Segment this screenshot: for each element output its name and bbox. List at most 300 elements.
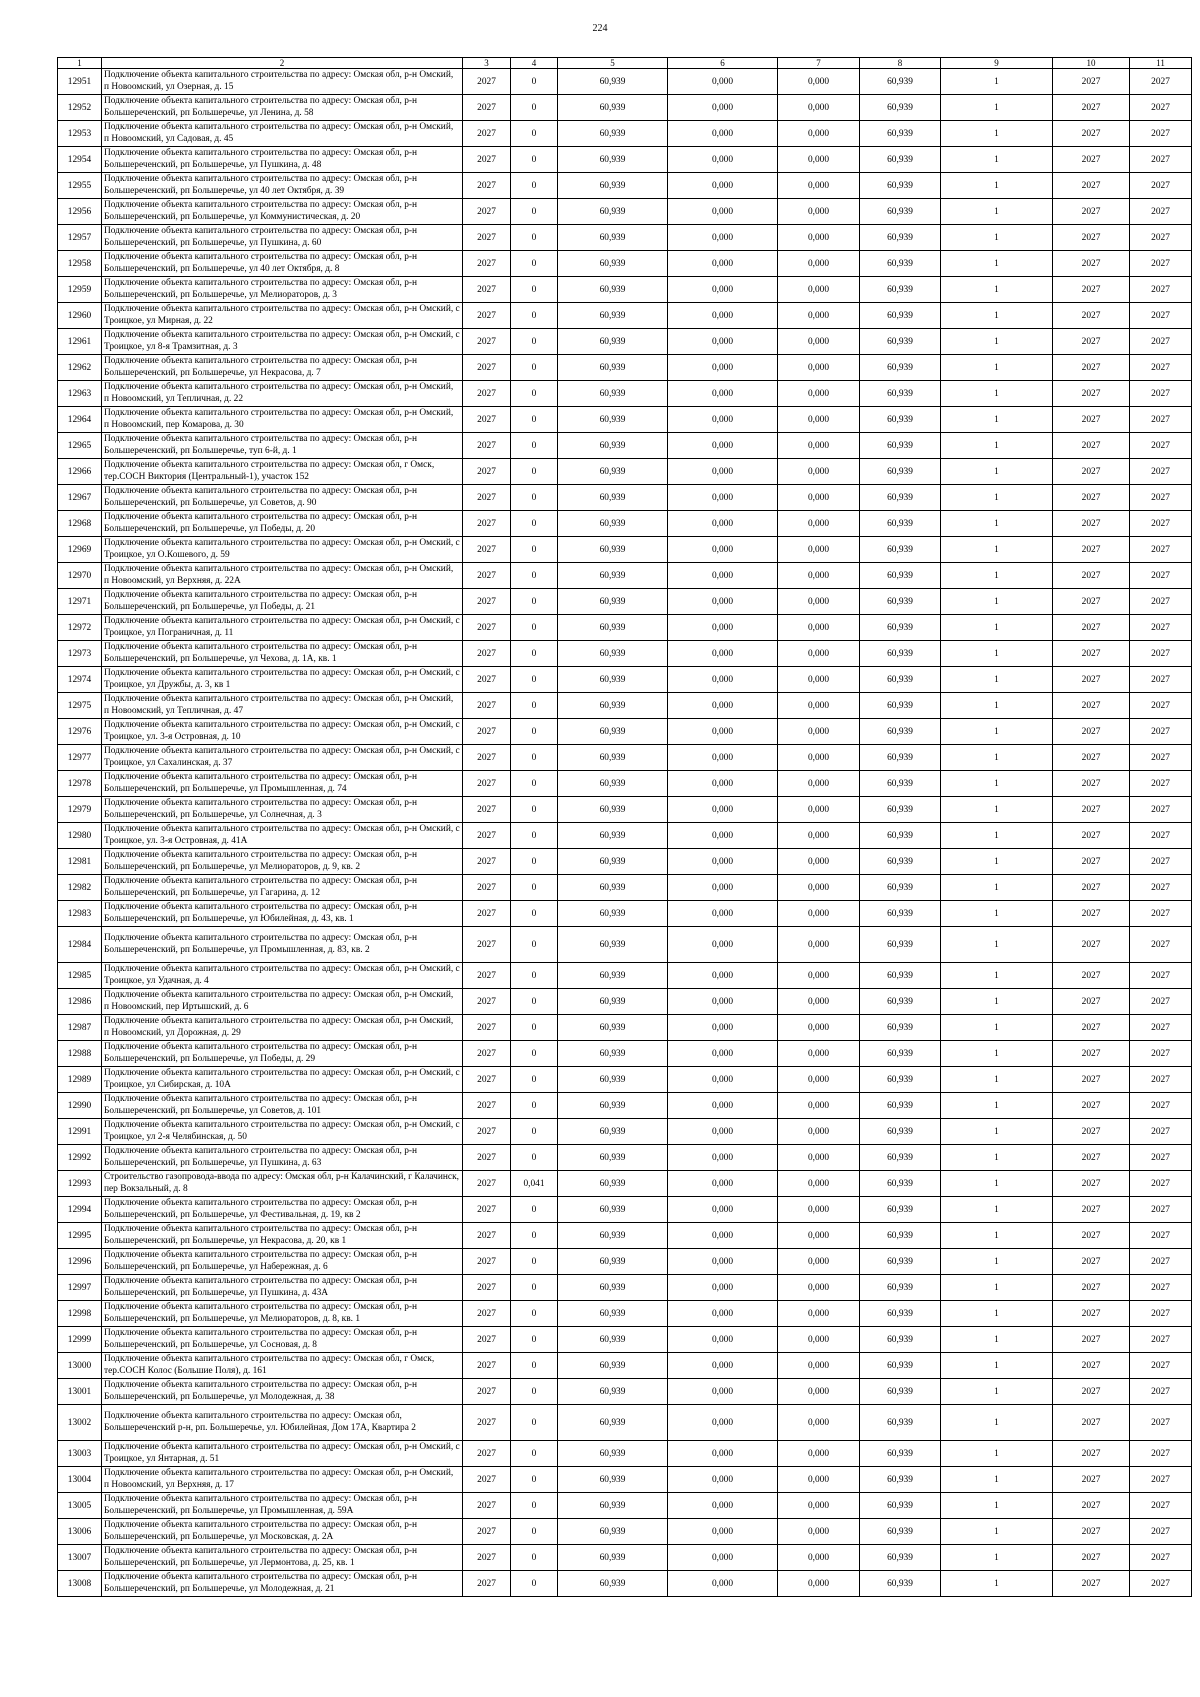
col9-cell: 1 — [941, 1519, 1053, 1545]
col3-cell: 2027 — [463, 1249, 511, 1275]
col8-cell: 60,939 — [860, 225, 941, 251]
col8-cell: 60,939 — [860, 511, 941, 537]
row-number-cell: 12989 — [58, 1067, 102, 1093]
description-cell: Подключение объекта капитального строительства по адресу: Омская обл, р-н Омский, с Троицкое, ул Удачная, д. 4 — [102, 963, 463, 989]
col10-cell: 2027 — [1053, 849, 1130, 875]
row-number-cell: 12971 — [58, 589, 102, 615]
row-number-cell: 12995 — [58, 1223, 102, 1249]
col6-cell: 0,000 — [668, 225, 778, 251]
col5-cell: 60,939 — [558, 1379, 668, 1405]
col11-cell: 2027 — [1130, 1041, 1192, 1067]
col6-cell: 0,000 — [668, 511, 778, 537]
col8-cell: 60,939 — [860, 69, 941, 95]
col4-cell: 0 — [511, 745, 558, 771]
table-row — [58, 1275, 1192, 1301]
col8-cell: 60,939 — [860, 95, 941, 121]
col7-cell: 0,000 — [778, 251, 860, 277]
col4-cell: 0 — [511, 1353, 558, 1379]
col9-cell: 1 — [941, 459, 1053, 485]
table-row — [58, 797, 1192, 823]
table-row — [58, 173, 1192, 199]
col4-cell: 0 — [511, 329, 558, 355]
col6-cell: 0,000 — [668, 1093, 778, 1119]
col6-cell: 0,000 — [668, 1119, 778, 1145]
description-cell: Подключение объекта капитального строительства по адресу: Омская обл, р-н Большереченский, рп Большеречье, ул Гагарина, д. 12 — [102, 875, 463, 901]
col4-cell: 0 — [511, 1275, 558, 1301]
col10-cell: 2027 — [1053, 1145, 1130, 1171]
col11-cell: 2027 — [1130, 875, 1192, 901]
col3-cell: 2027 — [463, 927, 511, 963]
col10-cell: 2027 — [1053, 719, 1130, 745]
col10-cell: 2027 — [1053, 641, 1130, 667]
col7-cell: 0,000 — [778, 485, 860, 511]
col5-cell: 60,939 — [558, 1467, 668, 1493]
description-cell: Подключение объекта капитального строительства по адресу: Омская обл, р-н Омский, п Новоомский, ул Садовая, д. 45 — [102, 121, 463, 147]
table-row — [58, 1379, 1192, 1405]
description-cell: Подключение объекта капитального строительства по адресу: Омская обл, г Омск, тер.СОСН Виктория (Центральный-1), участок 152 — [102, 459, 463, 485]
col10-cell: 2027 — [1053, 1379, 1130, 1405]
col6-cell: 0,000 — [668, 199, 778, 225]
col3-cell: 2027 — [463, 147, 511, 173]
table-row — [58, 511, 1192, 537]
table-row — [58, 963, 1192, 989]
col11-cell: 2027 — [1130, 563, 1192, 589]
col5-cell: 60,939 — [558, 537, 668, 563]
col5-cell: 60,939 — [558, 1015, 668, 1041]
col3-cell: 2027 — [463, 95, 511, 121]
table-row — [58, 823, 1192, 849]
description-cell: Подключение объекта капитального строительства по адресу: Омская обл, р-н Большереченский, рп Большеречье, ул Промышленная, д. 74 — [102, 771, 463, 797]
table-row — [58, 537, 1192, 563]
col8-cell: 60,939 — [860, 1197, 941, 1223]
col3-cell: 2027 — [463, 823, 511, 849]
description-cell: Подключение объекта капитального строительства по адресу: Омская обл, р-н Омский, п Новоомский, пер Комарова, д. 30 — [102, 407, 463, 433]
col5-cell: 60,939 — [558, 199, 668, 225]
col3-cell: 2027 — [463, 511, 511, 537]
col6-cell: 0,000 — [668, 1275, 778, 1301]
col8-cell: 60,939 — [860, 849, 941, 875]
col11-cell: 2027 — [1130, 963, 1192, 989]
col5-cell: 60,939 — [558, 1041, 668, 1067]
col10-cell: 2027 — [1053, 1545, 1130, 1571]
col7-cell: 0,000 — [778, 407, 860, 433]
col6-cell: 0,000 — [668, 147, 778, 173]
col7-cell: 0,000 — [778, 1467, 860, 1493]
col4-cell: 0,041 — [511, 1171, 558, 1197]
col3-cell: 2027 — [463, 1015, 511, 1041]
col8-cell: 60,939 — [860, 1353, 941, 1379]
col7-cell: 0,000 — [778, 1571, 860, 1597]
table-row — [58, 989, 1192, 1015]
col4-cell: 0 — [511, 277, 558, 303]
col3-cell: 2027 — [463, 1067, 511, 1093]
col10-cell: 2027 — [1053, 1519, 1130, 1545]
row-number-cell: 13003 — [58, 1441, 102, 1467]
description-cell: Подключение объекта капитального строительства по адресу: Омская обл, р-н Омский, с Троицкое, ул. 3-я Островная, д. 10 — [102, 719, 463, 745]
col10-cell: 2027 — [1053, 1171, 1130, 1197]
col3-cell: 2027 — [463, 1379, 511, 1405]
col9-cell: 1 — [941, 407, 1053, 433]
col11-cell: 2027 — [1130, 745, 1192, 771]
col11-cell: 2027 — [1130, 849, 1192, 875]
col4-cell: 0 — [511, 771, 558, 797]
col8-cell: 60,939 — [860, 719, 941, 745]
column-number-header: 3 — [463, 58, 511, 69]
col3-cell: 2027 — [463, 1171, 511, 1197]
table-row — [58, 563, 1192, 589]
col9-cell: 1 — [941, 1353, 1053, 1379]
table-row — [58, 771, 1192, 797]
col5-cell: 60,939 — [558, 1441, 668, 1467]
description-cell: Подключение объекта капитального строительства по адресу: Омская обл, р-н Омский, п Новоомский, ул Верхняя, д. 22А — [102, 563, 463, 589]
table-header-row — [58, 58, 1192, 69]
col4-cell: 0 — [511, 563, 558, 589]
row-number-cell: 12998 — [58, 1301, 102, 1327]
col5-cell: 60,939 — [558, 875, 668, 901]
col5-cell: 60,939 — [558, 303, 668, 329]
table-row — [58, 1093, 1192, 1119]
col4-cell: 0 — [511, 355, 558, 381]
col10-cell: 2027 — [1053, 381, 1130, 407]
col9-cell: 1 — [941, 537, 1053, 563]
col6-cell: 0,000 — [668, 1353, 778, 1379]
col6-cell: 0,000 — [668, 1301, 778, 1327]
col9-cell: 1 — [941, 989, 1053, 1015]
table-row — [58, 849, 1192, 875]
col5-cell: 60,939 — [558, 771, 668, 797]
col7-cell: 0,000 — [778, 1379, 860, 1405]
col9-cell: 1 — [941, 1119, 1053, 1145]
col9-cell: 1 — [941, 277, 1053, 303]
col3-cell: 2027 — [463, 901, 511, 927]
col5-cell: 60,939 — [558, 355, 668, 381]
description-cell: Подключение объекта капитального строительства по адресу: Омская обл, р-н Омский, п Новоомский, ул Тепличная, д. 47 — [102, 693, 463, 719]
description-cell: Подключение объекта капитального строительства по адресу: Омская обл, р-н Большереченский, рп Большеречье, ул Победы, д. 29 — [102, 1041, 463, 1067]
col5-cell: 60,939 — [558, 121, 668, 147]
row-number-cell: 12958 — [58, 251, 102, 277]
description-cell: Подключение объекта капитального строительства по адресу: Омская обл, р-н Омский, п Новоомский, ул Тепличная, д. 22 — [102, 381, 463, 407]
row-number-cell: 12973 — [58, 641, 102, 667]
col10-cell: 2027 — [1053, 745, 1130, 771]
col10-cell: 2027 — [1053, 1093, 1130, 1119]
col6-cell: 0,000 — [668, 303, 778, 329]
col3-cell: 2027 — [463, 1493, 511, 1519]
row-number-cell: 12993 — [58, 1171, 102, 1197]
col7-cell: 0,000 — [778, 771, 860, 797]
col10-cell: 2027 — [1053, 199, 1130, 225]
col8-cell: 60,939 — [860, 667, 941, 693]
col6-cell: 0,000 — [668, 563, 778, 589]
col8-cell: 60,939 — [860, 1519, 941, 1545]
column-number-header: 11 — [1130, 58, 1192, 69]
col4-cell: 0 — [511, 1223, 558, 1249]
row-number-cell: 12978 — [58, 771, 102, 797]
col11-cell: 2027 — [1130, 511, 1192, 537]
col3-cell: 2027 — [463, 355, 511, 381]
row-number-cell: 13006 — [58, 1519, 102, 1545]
row-number-cell: 12992 — [58, 1145, 102, 1171]
table-row — [58, 95, 1192, 121]
data-table — [57, 57, 1192, 1597]
col6-cell: 0,000 — [668, 407, 778, 433]
col11-cell: 2027 — [1130, 537, 1192, 563]
col10-cell: 2027 — [1053, 963, 1130, 989]
col7-cell: 0,000 — [778, 1015, 860, 1041]
col10-cell: 2027 — [1053, 511, 1130, 537]
col6-cell: 0,000 — [668, 1545, 778, 1571]
col9-cell: 1 — [941, 589, 1053, 615]
col3-cell: 2027 — [463, 1327, 511, 1353]
col5-cell: 60,939 — [558, 849, 668, 875]
row-number-cell: 12984 — [58, 927, 102, 963]
col6-cell: 0,000 — [668, 1197, 778, 1223]
col8-cell: 60,939 — [860, 563, 941, 589]
col11-cell: 2027 — [1130, 927, 1192, 963]
col11-cell: 2027 — [1130, 1145, 1192, 1171]
col10-cell: 2027 — [1053, 989, 1130, 1015]
col5-cell: 60,939 — [558, 433, 668, 459]
col7-cell: 0,000 — [778, 277, 860, 303]
col8-cell: 60,939 — [860, 1405, 941, 1441]
col11-cell: 2027 — [1130, 121, 1192, 147]
col11-cell: 2027 — [1130, 381, 1192, 407]
col7-cell: 0,000 — [778, 147, 860, 173]
table-row — [58, 1249, 1192, 1275]
col3-cell: 2027 — [463, 199, 511, 225]
col9-cell: 1 — [941, 251, 1053, 277]
col8-cell: 60,939 — [860, 485, 941, 511]
col6-cell: 0,000 — [668, 1571, 778, 1597]
row-number-cell: 12994 — [58, 1197, 102, 1223]
table-row — [58, 1493, 1192, 1519]
col6-cell: 0,000 — [668, 849, 778, 875]
col4-cell: 0 — [511, 1379, 558, 1405]
col11-cell: 2027 — [1130, 1223, 1192, 1249]
col6-cell: 0,000 — [668, 1467, 778, 1493]
col8-cell: 60,939 — [860, 1545, 941, 1571]
col3-cell: 2027 — [463, 69, 511, 95]
description-cell: Подключение объекта капитального строительства по адресу: Омская обл, р-н Большереченский, рп Большеречье, ул Фестивальная, д. 19, кв 2 — [102, 1197, 463, 1223]
col8-cell: 60,939 — [860, 615, 941, 641]
column-number-header: 6 — [668, 58, 778, 69]
col5-cell: 60,939 — [558, 1545, 668, 1571]
col9-cell: 1 — [941, 173, 1053, 199]
col11-cell: 2027 — [1130, 1301, 1192, 1327]
description-cell: Подключение объекта капитального строительства по адресу: Омская обл, р-н Омский, с Троицкое, ул 8-я Трамзитная, д. 3 — [102, 329, 463, 355]
col4-cell: 0 — [511, 1197, 558, 1223]
col7-cell: 0,000 — [778, 641, 860, 667]
row-number-cell: 12961 — [58, 329, 102, 355]
col6-cell: 0,000 — [668, 589, 778, 615]
col9-cell: 1 — [941, 1093, 1053, 1119]
col7-cell: 0,000 — [778, 719, 860, 745]
col6-cell: 0,000 — [668, 1171, 778, 1197]
col8-cell: 60,939 — [860, 407, 941, 433]
col9-cell: 1 — [941, 849, 1053, 875]
col8-cell: 60,939 — [860, 251, 941, 277]
col7-cell: 0,000 — [778, 797, 860, 823]
col10-cell: 2027 — [1053, 95, 1130, 121]
col8-cell: 60,939 — [860, 693, 941, 719]
col9-cell: 1 — [941, 225, 1053, 251]
col9-cell: 1 — [941, 963, 1053, 989]
col3-cell: 2027 — [463, 719, 511, 745]
table-row — [58, 69, 1192, 95]
col9-cell: 1 — [941, 797, 1053, 823]
row-number-cell: 12987 — [58, 1015, 102, 1041]
row-number-cell: 12988 — [58, 1041, 102, 1067]
page-number: 224 — [592, 23, 608, 34]
col7-cell: 0,000 — [778, 121, 860, 147]
col8-cell: 60,939 — [860, 1041, 941, 1067]
col7-cell: 0,000 — [778, 69, 860, 95]
col4-cell: 0 — [511, 1145, 558, 1171]
col5-cell: 60,939 — [558, 641, 668, 667]
col3-cell: 2027 — [463, 459, 511, 485]
col5-cell: 60,939 — [558, 1119, 668, 1145]
col8-cell: 60,939 — [860, 433, 941, 459]
col8-cell: 60,939 — [860, 1067, 941, 1093]
col10-cell: 2027 — [1053, 589, 1130, 615]
col5-cell: 60,939 — [558, 667, 668, 693]
col10-cell: 2027 — [1053, 355, 1130, 381]
col9-cell: 1 — [941, 1223, 1053, 1249]
col6-cell: 0,000 — [668, 69, 778, 95]
col11-cell: 2027 — [1130, 199, 1192, 225]
col7-cell: 0,000 — [778, 927, 860, 963]
col5-cell: 60,939 — [558, 95, 668, 121]
col11-cell: 2027 — [1130, 693, 1192, 719]
description-cell: Подключение объекта капитального строительства по адресу: Омская обл, р-н Омский, п Новоомский, ул Дорожная, д. 29 — [102, 1015, 463, 1041]
col8-cell: 60,939 — [860, 147, 941, 173]
table-row — [58, 251, 1192, 277]
col3-cell: 2027 — [463, 1441, 511, 1467]
col5-cell: 60,939 — [558, 459, 668, 485]
row-number-cell: 12957 — [58, 225, 102, 251]
col6-cell: 0,000 — [668, 1015, 778, 1041]
col7-cell: 0,000 — [778, 225, 860, 251]
col7-cell: 0,000 — [778, 303, 860, 329]
col3-cell: 2027 — [463, 329, 511, 355]
col10-cell: 2027 — [1053, 251, 1130, 277]
col11-cell: 2027 — [1130, 1015, 1192, 1041]
col4-cell: 0 — [511, 963, 558, 989]
col7-cell: 0,000 — [778, 615, 860, 641]
col8-cell: 60,939 — [860, 1093, 941, 1119]
col6-cell: 0,000 — [668, 989, 778, 1015]
description-cell: Подключение объекта капитального строительства по адресу: Омская обл, р-н Омский, п Новоомский, ул Озерная, д. 15 — [102, 69, 463, 95]
col3-cell: 2027 — [463, 251, 511, 277]
col9-cell: 1 — [941, 1171, 1053, 1197]
col6-cell: 0,000 — [668, 1067, 778, 1093]
col9-cell: 1 — [941, 875, 1053, 901]
description-cell: Подключение объекта капитального строительства по адресу: Омская обл, р-н Большереченский, рп Большеречье, ул Набережная, д. 6 — [102, 1249, 463, 1275]
col5-cell: 60,939 — [558, 797, 668, 823]
description-cell: Подключение объекта капитального строительства по адресу: Омская обл, р-н Большереченский, рп Большеречье, ул Пушкина, д. 63 — [102, 1145, 463, 1171]
col7-cell: 0,000 — [778, 355, 860, 381]
col7-cell: 0,000 — [778, 1041, 860, 1067]
description-cell: Строительство газопровода-ввода по адресу: Омская обл, р-н Калачинский, г Калачинск, пер Вокзальный, д. 8 — [102, 1171, 463, 1197]
col8-cell: 60,939 — [860, 355, 941, 381]
col6-cell: 0,000 — [668, 823, 778, 849]
col8-cell: 60,939 — [860, 381, 941, 407]
description-cell: Подключение объекта капитального строительства по адресу: Омская обл, р-н Большереченский, рп Большеречье, ул Солнечная, д. 3 — [102, 797, 463, 823]
col4-cell: 0 — [511, 1015, 558, 1041]
col7-cell: 0,000 — [778, 849, 860, 875]
col6-cell: 0,000 — [668, 615, 778, 641]
col7-cell: 0,000 — [778, 1223, 860, 1249]
col10-cell: 2027 — [1053, 277, 1130, 303]
col5-cell: 60,939 — [558, 1171, 668, 1197]
col8-cell: 60,939 — [860, 1493, 941, 1519]
col11-cell: 2027 — [1130, 95, 1192, 121]
col9-cell: 1 — [941, 511, 1053, 537]
row-number-cell: 12977 — [58, 745, 102, 771]
description-cell: Подключение объекта капитального строительства по адресу: Омская обл, р-н Большереченский, рп Большеречье, ул Победы, д. 21 — [102, 589, 463, 615]
col3-cell: 2027 — [463, 121, 511, 147]
col5-cell: 60,939 — [558, 1327, 668, 1353]
col7-cell: 0,000 — [778, 537, 860, 563]
row-number-cell: 13000 — [58, 1353, 102, 1379]
col11-cell: 2027 — [1130, 407, 1192, 433]
description-cell: Подключение объекта капитального строительства по адресу: Омская обл, р-н Большереченский, рп Большеречье, ул 40 лет Октября, д. 39 — [102, 173, 463, 199]
col11-cell: 2027 — [1130, 1353, 1192, 1379]
description-cell: Подключение объекта капитального строительства по адресу: Омская обл, р-н Большереченский, рп Большеречье, ул Пушкина, д. 60 — [102, 225, 463, 251]
col6-cell: 0,000 — [668, 875, 778, 901]
col10-cell: 2027 — [1053, 1041, 1130, 1067]
col9-cell: 1 — [941, 147, 1053, 173]
col7-cell: 0,000 — [778, 381, 860, 407]
col8-cell: 60,939 — [860, 1301, 941, 1327]
col7-cell: 0,000 — [778, 1249, 860, 1275]
col10-cell: 2027 — [1053, 1571, 1130, 1597]
description-cell: Подключение объекта капитального строительства по адресу: Омская обл, р-н Большереченский, рп Большеречье, ул Ленина, д. 58 — [102, 95, 463, 121]
table-row — [58, 1067, 1192, 1093]
col6-cell: 0,000 — [668, 433, 778, 459]
col3-cell: 2027 — [463, 771, 511, 797]
col4-cell: 0 — [511, 989, 558, 1015]
col9-cell: 1 — [941, 303, 1053, 329]
col5-cell: 60,939 — [558, 511, 668, 537]
col7-cell: 0,000 — [778, 1275, 860, 1301]
col3-cell: 2027 — [463, 381, 511, 407]
col8-cell: 60,939 — [860, 1145, 941, 1171]
col4-cell: 0 — [511, 1119, 558, 1145]
col9-cell: 1 — [941, 1197, 1053, 1223]
col3-cell: 2027 — [463, 1119, 511, 1145]
col10-cell: 2027 — [1053, 329, 1130, 355]
col11-cell: 2027 — [1130, 69, 1192, 95]
table-row — [58, 1545, 1192, 1571]
col3-cell: 2027 — [463, 1301, 511, 1327]
col7-cell: 0,000 — [778, 1171, 860, 1197]
col7-cell: 0,000 — [778, 1145, 860, 1171]
col9-cell: 1 — [941, 329, 1053, 355]
col4-cell: 0 — [511, 433, 558, 459]
col8-cell: 60,939 — [860, 199, 941, 225]
col10-cell: 2027 — [1053, 1327, 1130, 1353]
row-number-cell: 12997 — [58, 1275, 102, 1301]
col6-cell: 0,000 — [668, 963, 778, 989]
description-cell: Подключение объекта капитального строительства по адресу: Омская обл, р-н Большереченский, рп Большеречье, ул Молодежная, д. 21 — [102, 1571, 463, 1597]
col6-cell: 0,000 — [668, 537, 778, 563]
col7-cell: 0,000 — [778, 511, 860, 537]
col5-cell: 60,939 — [558, 1067, 668, 1093]
table-row — [58, 1145, 1192, 1171]
col11-cell: 2027 — [1130, 1093, 1192, 1119]
col11-cell: 2027 — [1130, 329, 1192, 355]
row-number-cell: 12985 — [58, 963, 102, 989]
